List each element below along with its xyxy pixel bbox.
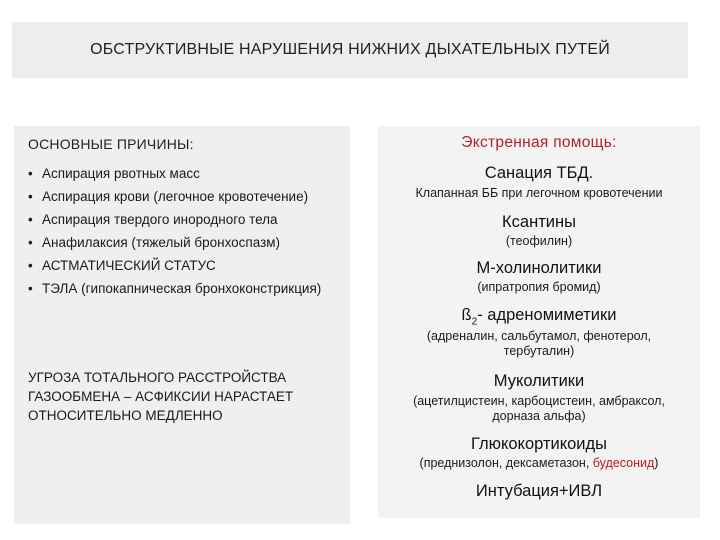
cause-text: ТЭЛА (гипокапническая бронхоконстрикция) [42,281,322,296]
beta-agonists-title [378,306,700,327]
bullet-icon: • [28,166,33,181]
list-item [28,279,346,299]
cause-text: Аспирация крови (легочное кровотечение) [42,189,309,204]
mucolytics-sub: (ацетилцистеин, карбоцистеин, амбраксол, дорназа альфа) [413,394,665,423]
list-item [28,210,346,230]
causes-list [28,164,346,302]
xanthines-sub: (теофилин) [505,234,573,248]
emergency-heading: Экстренная помощь: [461,134,617,151]
intubation-title: Интубация+ИВЛ [475,482,603,500]
budesonide-highlight: будесонид [592,456,655,470]
bullet-icon: • [28,258,33,273]
sanation-title: Санация ТБД. [484,164,594,182]
list-item [28,256,346,276]
beta-suffix: - адреномиметики [477,306,617,324]
valve-blocker-text: Клапанная ББ при легочном кровотечении [415,186,663,200]
list-item [28,187,346,207]
cause-text: АСТМАТИЧЕСКИЙ СТАТУС [42,258,216,273]
causes-heading: ОСНОВНЫЕ ПРИЧИНЫ: [28,136,194,152]
title-bar [12,22,688,78]
cause-text: Аспирация твердого инородного тела [42,212,278,227]
beta-prefix: ß [461,306,472,324]
gluco-sub-end: ) [654,456,659,470]
anticholinergics-title: М-холинолитики [476,259,602,277]
page-title: ОБСТРУКТИВНЫЕ НАРУШЕНИЯ НИЖНИХ ДЫХАТЕЛЬНЫХ ПУТЕЙ [90,41,610,58]
emergency-panel [378,126,700,518]
bullet-icon: • [28,281,33,296]
list-item [28,164,346,184]
list-item [28,233,346,253]
glucocorticoids-title: Глюкокортикоиды [470,435,608,453]
anticholinergics-sub: (ипратропия бромид) [477,280,601,294]
gluco-sub-start: (преднизолон, дексаметазон, [419,456,593,470]
threat-text: УГРОЗА ТОТАЛЬНОГО РАССТРОЙСТВА ГАЗООБМЕНА – АСФИКСИИ НАРАСТАЕТ ОТНОСИТЕЛЬНО МЕДЛЕННО [28,370,294,423]
causes-panel [14,126,350,524]
mucolytics-title: Муколитики [493,372,585,390]
bullet-icon: • [28,212,33,227]
beta-subscript: 2 [471,316,478,328]
cause-text: Аспирация рвотных масс [42,166,200,181]
bullet-icon: • [28,235,33,250]
glucocorticoids-sub [378,456,700,471]
xanthines-title: Ксантины [502,213,576,231]
beta-agonists-sub: (адреналин, сальбутамол, фенотерол, тербуталин) [426,329,652,358]
bullet-icon: • [28,189,33,204]
cause-text: Анафилаксия (тяжелый бронхоспазм) [42,235,281,250]
